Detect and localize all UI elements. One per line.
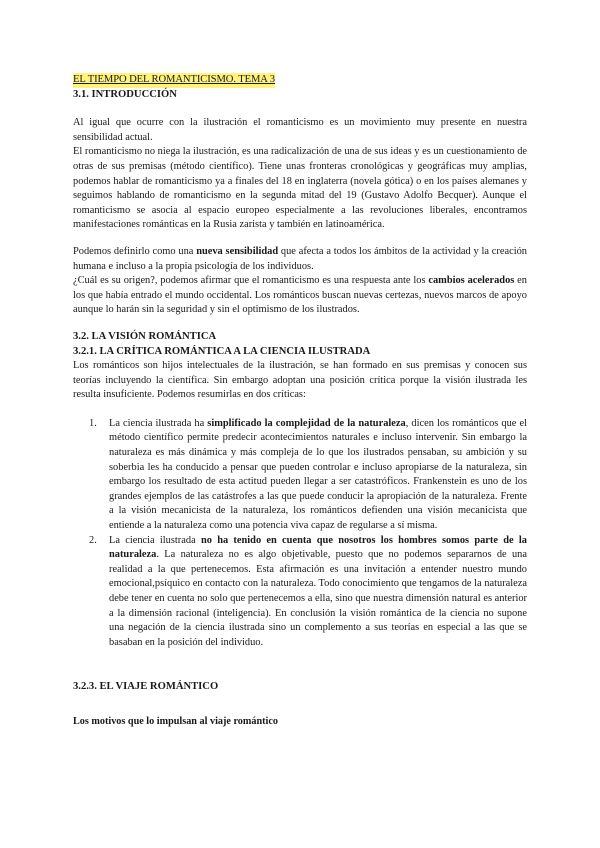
text-run: La ciencia ilustrada ha: [109, 417, 208, 429]
paragraph-origen: [73, 274, 527, 318]
text-run: en los que había entrado el mundo occidental. Los románticos buscan nuevas certezas, nuevos marcos de apoyo aunque lo harán sin la seguridad y sin el optimismo de los ilustrados.: [73, 275, 527, 316]
paragraph-hijos-ilustracion: Los románticos son hijos intelectuales de la ilustración, se han formado en sus premisas y conocen sus teorías incluyendo la científica. Sin embargo adoptan una posición crítica porque la visión ilustrada les resulta insuficiente. Podemos resumirlas en dos críticas:: [73, 360, 527, 401]
text-run: . La naturaleza no es algo objetivable, puesto que no podemos separarnos de una realidad a la que pertenecemos. Esta afirmación es una invitación a entender nuestro mundo emocional,psíquico en contacto con la naturaleza. Todo conocimiento que tengamos de la naturaleza debe tener en cuenta no solo que pertenecemos a ella, sino que nuestra dimensión natural es anterior a la dimensión racional (inteligencia). En conclusión la visión romántica de la ciencia no supone una negación de la ciencia ilustrada sino un complemento a sus teorías en especial a las que se basaban en la posición del individuo.: [109, 549, 527, 648]
bold-term: cambios acelerados: [428, 275, 515, 287]
section-heading-viaje-romantico: 3.2.3. EL VIAJE ROMÁNTICO: [73, 681, 219, 693]
list-number: 1.: [89, 417, 97, 429]
section-heading-critica-romantica: 3.2.1. LA CRÍTICA ROMÁNTICA A LA CIENCIA ILUSTRADA: [73, 345, 371, 357]
document-page: [73, 73, 527, 730]
subheading-motivos: Los motivos que lo impulsan al viaje romántico: [73, 715, 278, 727]
section-heading-vision-romantica: 3.2. LA VISIÓN ROMÁNTICA: [73, 330, 217, 342]
paragraph-intro-1: Al igual que ocurre con la ilustración el romanticismo es un movimiento muy presente en nuestra sensibilidad actual.: [73, 117, 527, 143]
text-run: La ciencia ilustrada: [109, 534, 201, 546]
list-number: 2.: [89, 534, 97, 546]
text-run: , dicen los románticos que el método científico permite predecir acontecimientos naturales e incluso intervenir. Sin embargo la naturaleza es más dinámica y más compleja de lo que los ilustrados pensaban, su ambición y su soberbia les ha conducido a pensar que pueden controlar e incluso apropiarse de la naturaleza, sin embargo los resultado de esta actitud pueden llegar a ser catastróficos. Frankenstein es uno de los grandes ejemplos de las catástrofes a las que puede conducir la apropiación de la naturaleza. Frente a la visión mecanicista de la naturaleza, los románticos defienden una visión mecanicista que entiende a la naturaleza como una potencia viva capaz de regularse a sí misma.: [109, 417, 528, 532]
document-title: EL TIEMPO DEL ROMANTICISMO. TEMA 3: [73, 73, 275, 88]
paragraph-intro-2: El romanticismo no niega la ilustración, es una radicalización de una de sus ideas y es un cuestionamiento de otras de sus premisas (método científico). Tiene unas fronteras cronológicas y geográficas muy amplias, podemos hablar de romanticismo ya a finales del 18 en inglaterra (novela gótica) o en los países alemanes y seguimos hablando de romanticismo en la segunda mitad del 19 (Gustavo Adolfo Becquer). Aunque el romanticismo se asocia al espacio europeo especialmente a las revoluciones liberales, encontramos manifestaciones románticas en la Rusia zarista y también en latinoamérica.: [73, 146, 527, 231]
paragraph-nueva-sensibilidad: [73, 245, 527, 274]
bold-term: no ha tenido en cuenta que nosotros los hombres somos parte de la naturaleza: [109, 534, 527, 561]
section-heading-introduccion: 3.1. INTRODUCCIÓN: [73, 88, 177, 100]
text-run: que afecta a todos los ámbitos de la actividad y la creación humana e incluso a la propia psicología de los individuos.: [73, 245, 527, 272]
list-item: [73, 534, 527, 651]
text-run: Podemos definirlo como una: [73, 245, 197, 257]
critiques-list: [73, 417, 527, 651]
text-run: ¿Cuál es su origen?, podemos afirmar que el romanticismo es una respuesta ante los: [73, 275, 429, 287]
bold-term: simplificado la complejidad de la naturaleza: [207, 417, 406, 429]
list-item: [73, 417, 527, 534]
bold-term: nueva sensibilidad: [196, 245, 279, 257]
